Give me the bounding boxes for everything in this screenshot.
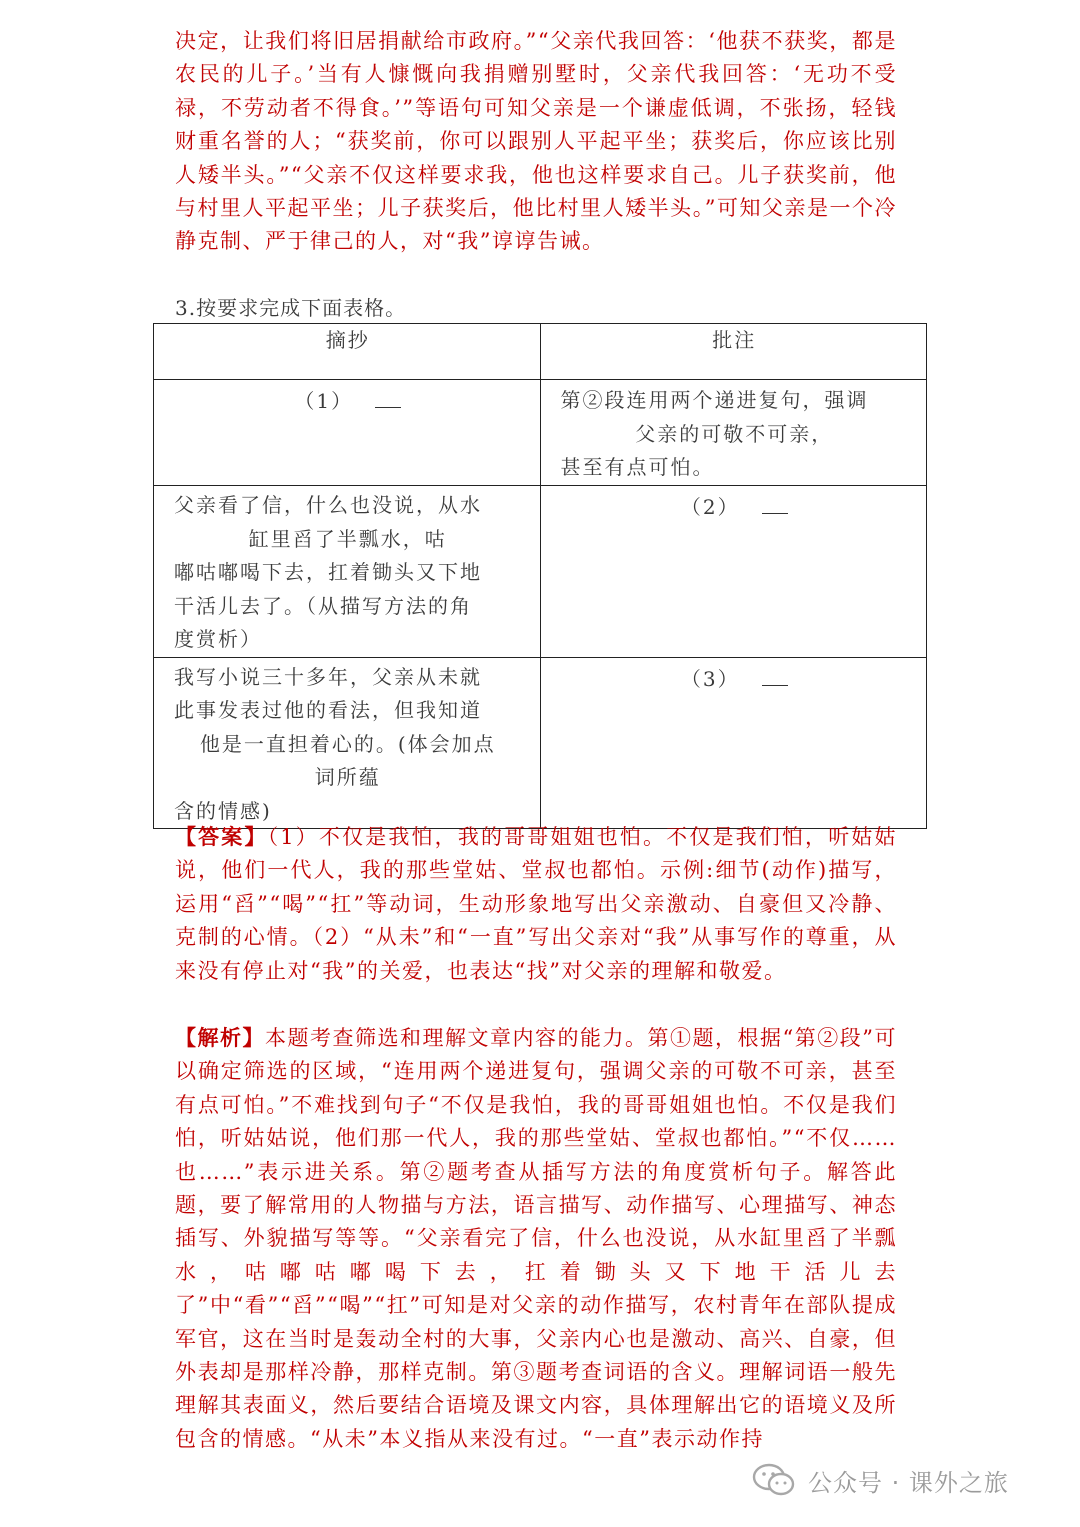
answer-explanation-paragraph: 决定，让我们将旧居捐献给市政府。”“父亲代我回答：‘他获不获奖，都是农民的儿子。’当有人慷慨向我捐赠别墅时，父亲代我回答：‘无功不受禄，不劳动者不得食。’”等语句可知父亲是一个谦虚低调，不张扬，轻钱财重名誉的人；“获奖前，你可以跟别人平起平坐；获奖后，你应该比别人矮半头。”“父亲不仅这样要求我，他也这样要求自己。儿子获奖前，他与村里人平起平坐；儿子获奖后，他比村里人矮半头。”可知父亲是一个冷静克制、严于律己的人，对“我”谆谆告诫。: [175, 29, 897, 254]
watermark: [752, 1460, 1009, 1500]
row2-excerpt-line: 干活儿去了。（从描写方法的角: [174, 593, 472, 618]
question-3-heading: 3.按要求完成下面表格。: [175, 296, 407, 320]
row2-excerpt-line: 嘟咕嘟喝下去，扛着锄头又下地: [174, 560, 482, 584]
table-row: [154, 380, 927, 486]
wechat-icon: [752, 1463, 796, 1497]
row2-blank: [561, 486, 909, 525]
answer-text: （1）不仅是我怕，我的哥哥姐姐也怕。不仅是我们怕，听姑姑说，他们一代人，我的那些堂姑、堂叔也都怕。示例:细节(动作)描写，运用“舀”“喝”“扛”等动词，生动形象地写出父亲激动、自豪但又冷静、克制的心情。（2）“从未”和“一直”写出父亲对“我”从事写作的尊重，从来没有停止对“我”的关爱，也表达“找”对父亲的理解和敬爱。: [175, 825, 898, 983]
row2-number: （2）: [680, 495, 740, 519]
row1-note-line: 父亲的可敬不可亲，: [635, 421, 834, 446]
watermark-text: 公众号 · 课外之旅: [808, 1468, 1009, 1497]
fill-blank-line: [375, 389, 401, 408]
row1-note-line: 甚至有点可怕。: [560, 455, 715, 479]
analysis-text: 本题考查筛选和理解文章内容的能力。第①题，根据“第②段”可以确定筛选的区域，“连用两个递进复句，强调父亲的可敬不可亲，甚至有点可怕。”不难找到句子“不仅是我怕，我的哥哥姐姐也怕。不仅是我们怕，听姑姑说，他们那一代人，我的那些堂姑、堂叔也都怕。”“不仅……也……”表示进关系。第②题考查从插写方法的角度赏析句子。解答此题，要了解常用的人物描与方法，语言描写、动作描写、心理描写、神态插写、外貌描写等等。“父亲看完了信，什么也没说，从水缸里舀了半瓢水，咕嘟咕嘟喝下去，扛着锄头又下地干活儿去了”中“看”“舀”“喝”“扛”可知是对父亲的动作描写，农村青年在部队提成军官，这在当时是轰动全村的大事，父亲内心也是激动、高兴、自豪，但外表却是那样冷静，那样克制。第③题考查词语的含义。理解词语一般先理解其表面义，然后要结合语境及课文内容，具体理解出它的语境义及所包含的情感。“从未”本义指从来没有过。“一直”表示动作持: [175, 1026, 897, 1451]
row3-excerpt-line: 此事发表过他的看法，但我知道: [174, 698, 482, 722]
table-header-row: [154, 324, 927, 380]
row3-excerpt-line: 含的情感): [174, 798, 272, 823]
row1-note-cell: [540, 380, 927, 486]
fill-blank-line: [762, 667, 788, 686]
fill-blank-line: [762, 495, 788, 514]
analysis-label: 【解析】: [175, 1025, 266, 1050]
row3-note-cell: [540, 657, 927, 829]
row3-excerpt-line: 词所蕴: [314, 765, 381, 789]
row1-blank: [174, 380, 522, 419]
row2-excerpt-line: 父亲看了信，什么也没说，从水: [174, 493, 482, 517]
row3-blank: [561, 658, 909, 697]
header-excerpt: 摘抄: [154, 324, 541, 380]
row2-excerpt-cell: [154, 486, 541, 658]
analysis-paragraph: [175, 1021, 897, 1456]
row3-excerpt-line: 他是一直担着心的。(体会加点: [199, 731, 496, 756]
row2-note-cell: [540, 486, 927, 658]
row1-excerpt-cell: [154, 380, 541, 486]
row3-excerpt-cell: [154, 657, 541, 829]
row1-note-line: 第②段连用两个递进复句，强调: [560, 388, 869, 412]
answer-paragraph: [175, 820, 897, 988]
row2-excerpt-line: 缸里舀了半瓢水，咕: [248, 526, 447, 551]
answer-label: 【答案】: [175, 824, 268, 849]
row3-excerpt-line: 我写小说三十多年，父亲从未就: [174, 664, 482, 689]
row2-excerpt-line: 度赏析）: [174, 627, 262, 651]
row3-number: （3）: [680, 666, 740, 691]
header-note: 批注: [540, 324, 927, 380]
row1-number: （1）: [294, 389, 354, 413]
table-row: [154, 657, 927, 829]
answer-table: [153, 323, 927, 829]
table-row: [154, 486, 927, 658]
